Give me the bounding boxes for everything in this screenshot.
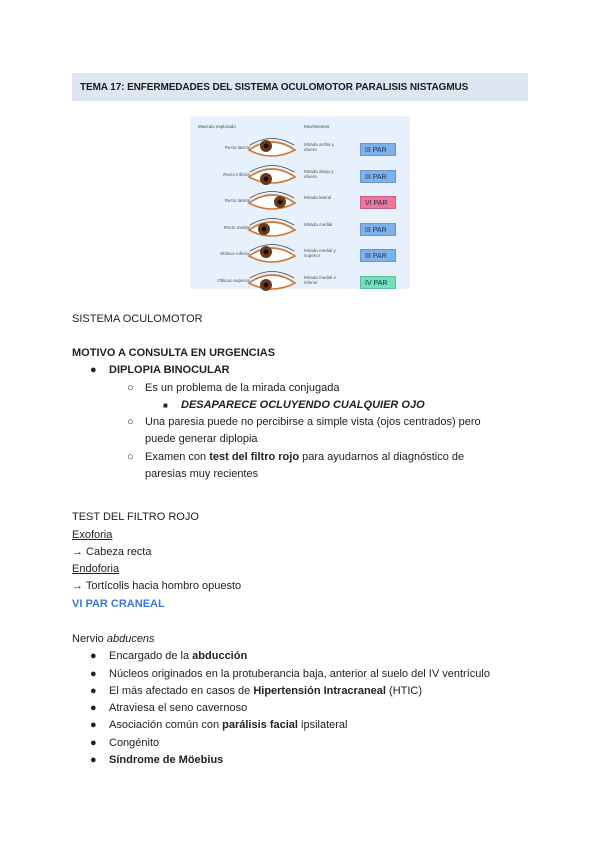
eye-icon	[246, 218, 298, 240]
muscle-label: Recto inferior	[223, 171, 250, 177]
movement-label: Mirada medial	[304, 221, 333, 227]
movement-label: Mirada medial y superior	[304, 248, 336, 258]
bullet-circle: ○	[127, 451, 134, 463]
nerve-badge: III PAR	[360, 143, 396, 156]
nervio-abducens: Nervio abducens	[72, 633, 155, 645]
test-heading: TEST DEL FILTRO ROJO	[72, 511, 199, 523]
eye-icon	[246, 271, 298, 293]
eye-icon	[246, 165, 298, 187]
list-item-cont: paresias muy recientes	[145, 468, 259, 480]
bullet-dot: ●	[90, 737, 97, 749]
bullet-circle: ○	[127, 416, 134, 428]
movement-label: Mirada lateral	[304, 195, 332, 200]
muscle-label: Recto lateral	[224, 198, 250, 203]
list-item: Síndrome de Möebius	[109, 754, 224, 766]
vi-par-heading: VI PAR CRANEAL	[72, 598, 165, 610]
list-item: Encargado de la abducción	[109, 650, 248, 662]
endoforia-label: Endoforia	[72, 563, 120, 575]
muscle-label: Recto lateral	[224, 145, 250, 150]
list-item: Una paresia puede no percibirse a simple vista (ojos centrados) pero	[145, 416, 481, 428]
list-item: Atraviesa el seno cavernoso	[109, 702, 248, 714]
nerve-badge: IV PAR	[360, 276, 396, 289]
list-item: Núcleos originados en la protuberancia baja, anterior al suelo del IV ventrículo	[109, 668, 490, 680]
list-item: Congénito	[109, 737, 160, 749]
exoforia-desc: → Cabeza recta	[72, 546, 152, 558]
section-heading-oculomotor: SISTEMA OCULOMOTOR	[72, 313, 203, 325]
bullet-dot: ●	[90, 702, 97, 714]
diplopia-heading: DIPLOPIA BINOCULAR	[109, 364, 230, 376]
eye-icon	[246, 244, 298, 266]
nerve-badge: III PAR	[360, 170, 396, 183]
figure-header-muscle: Musculo explorado	[198, 124, 236, 129]
nerve-badge: III PAR	[360, 223, 396, 236]
bullet-circle: ○	[127, 382, 134, 394]
page-title: TEMA 17: ENFERMEDADES DEL SISTEMA OCULOMOTOR PARALISIS NISTAGMUS	[72, 73, 528, 101]
figure-row	[190, 136, 410, 162]
list-item: El más afectado en casos de Hipertensión Intracraneal (HTIC)	[109, 685, 423, 697]
list-item-cont: puede generar diplopia	[145, 433, 258, 445]
bullet-dot: ●	[90, 685, 97, 697]
list-item: Es un problema de la mirada conjugada	[145, 382, 340, 394]
muscle-label: Recto medial	[223, 224, 250, 230]
movement-label: Mirada arriba y afuera	[304, 142, 335, 152]
heading-motivo: MOTIVO A CONSULTA EN URGENCIAS	[72, 347, 276, 359]
bullet-square: ■	[163, 401, 168, 410]
bullet-dot: ●	[90, 719, 97, 731]
bullet-dot: ●	[90, 650, 97, 662]
movement-label: Mirada abajo y afuera	[304, 168, 334, 179]
bullet-dot: ●	[90, 668, 97, 680]
figure-row	[190, 242, 410, 268]
eye-icon	[246, 191, 298, 213]
figure-row	[190, 189, 410, 215]
bullet-dot: ●	[90, 364, 97, 376]
eye-movement-figure	[190, 116, 410, 289]
nerve-badge: III PAR	[360, 249, 396, 262]
list-item: Asociación común con parálisis facial ipsilateral	[109, 719, 348, 731]
muscle-label: Oblicuo superior	[217, 277, 250, 283]
endoforia-desc: → Tortícolis hacia hombro opuesto	[72, 580, 242, 592]
muscle-label: Oblicuo inferior	[219, 251, 250, 256]
figure-row	[190, 216, 410, 242]
eye-icon	[246, 138, 298, 160]
list-item: DESAPARECE OCLUYENDO CUALQUIER OJO	[181, 399, 425, 411]
nerve-badge: VI PAR	[360, 196, 396, 209]
list-item: Examen con test del filtro rojo para ayudarnos al diagnóstico de	[145, 451, 465, 463]
figure-header-movement: Movimientos	[304, 124, 330, 129]
figure-row	[190, 269, 410, 295]
movement-label: Mirada medial e inferior	[304, 274, 337, 285]
exoforia-label: Exoforia	[72, 529, 113, 541]
figure-row	[190, 163, 410, 189]
bullet-dot: ●	[90, 754, 97, 766]
